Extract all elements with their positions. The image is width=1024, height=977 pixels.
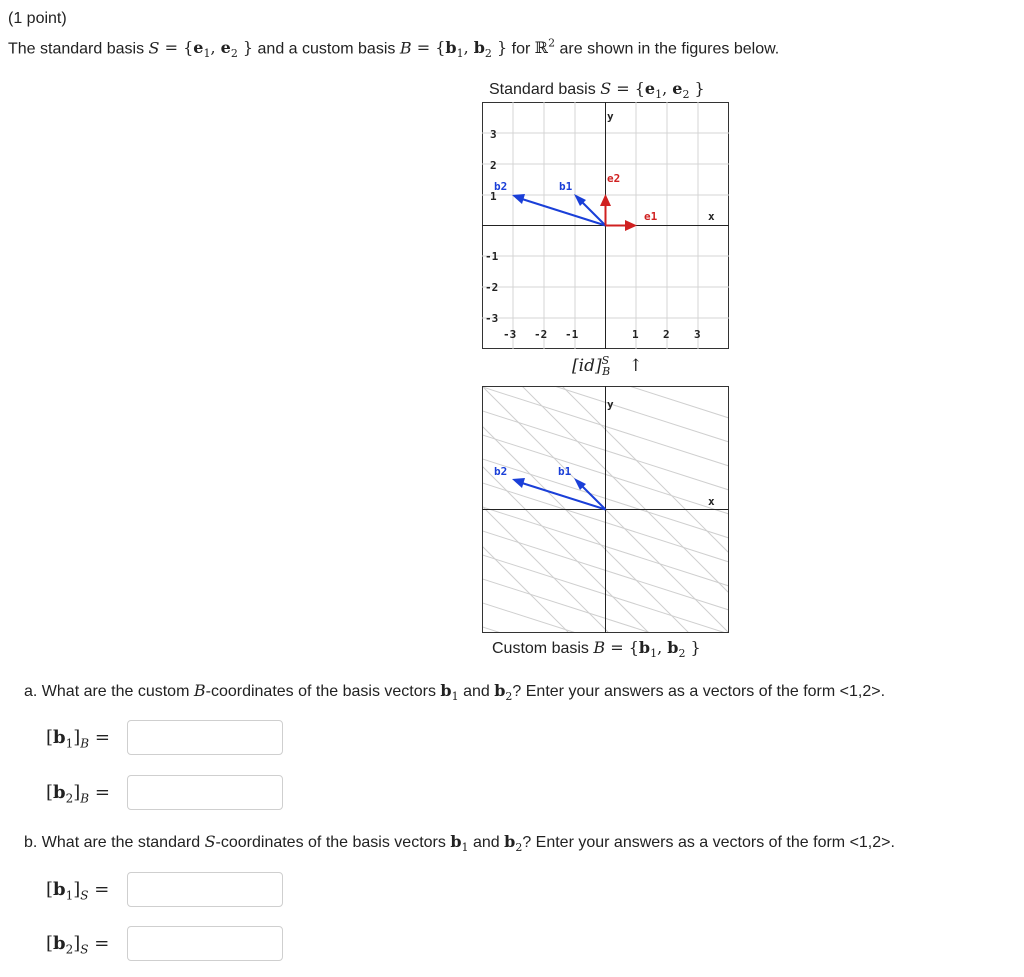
- label-b2-B: $[b_2]_B$ =: [46, 782, 110, 806]
- x-axis-label-bottom: x: [708, 495, 715, 508]
- math-eq-b: = {$b_1$, $b_2$ }: [411, 38, 508, 61]
- tick-y-1: 1: [490, 190, 497, 203]
- label-e1: e1: [644, 210, 658, 223]
- math-R2: ℝ$^2$: [534, 37, 556, 58]
- intro-text: The standard basis: [8, 40, 145, 58]
- answer-b1-S-input[interactable]: [127, 872, 283, 907]
- tick-y-neg3: -3: [485, 312, 499, 325]
- answer-b2-S-input[interactable]: [127, 926, 283, 961]
- tick-x-3: 3: [694, 328, 701, 341]
- bottom-figure-title: Custom basis $B = \{b_1$, $b_2$ }: [492, 638, 701, 661]
- tick-x-neg1: -1: [565, 328, 579, 341]
- tick-y-neg1: -1: [485, 250, 499, 263]
- points-label: (1 point): [8, 10, 67, 27]
- label-b1-B: $[b_1]_B$ =: [46, 727, 110, 751]
- transform-label: [id]$^S_B$ ↑: [572, 354, 643, 378]
- up-arrow-icon: ↑: [628, 356, 643, 376]
- label-b1-S: $[b_1]_S$ =: [46, 879, 110, 903]
- question-b: b. What are the standard S-coordinates of the basis vectors $b_1$ and $b_2$? Enter your answers as a vectors of the form <1,2>.: [24, 832, 895, 855]
- tick-y-3: 3: [490, 128, 497, 141]
- label-b2: b2: [494, 180, 508, 193]
- y-axis-label: y: [607, 110, 614, 123]
- question-a: a. What are the custom B-coordinates of the basis vectors $b_1$ and $b_2$? Enter your answers as a vectors of the form <1,2>.: [24, 681, 886, 704]
- math-eq: = {$e_1$, $e_2$ }: [159, 38, 254, 61]
- answer-b1-B-input[interactable]: [127, 720, 283, 755]
- tick-y-neg2: -2: [485, 281, 499, 294]
- tick-x-neg2: -2: [534, 328, 548, 341]
- x-axis-label: x: [708, 210, 715, 223]
- tick-y-2: 2: [490, 159, 497, 172]
- answer-b2-B-input[interactable]: [127, 775, 283, 810]
- label-b2-S: $[b_2]_S$ =: [46, 933, 110, 957]
- custom-basis-text: and a custom basis: [257, 40, 396, 58]
- tick-x-neg3: -3: [503, 328, 517, 341]
- standard-basis-plot: [482, 102, 730, 350]
- tick-x-2: 2: [663, 328, 670, 341]
- problem-statement: [8, 37, 779, 61]
- top-figure-title: Standard basis $S = \{e_1$, $e_2$ }: [489, 79, 705, 102]
- label-e2: e2: [607, 172, 621, 185]
- for-text: for: [511, 40, 531, 58]
- label-b1: b1: [559, 180, 573, 193]
- y-axis-label-bottom: y: [607, 398, 614, 411]
- math-S-set: S: [148, 38, 160, 58]
- rest-text: are shown in the figures below.: [559, 40, 780, 58]
- label-b1-bottom: b1: [558, 465, 572, 478]
- math-B-set: B: [399, 38, 412, 58]
- tick-x-1: 1: [632, 328, 639, 341]
- label-b2-bottom: b2: [494, 465, 508, 478]
- custom-basis-plot: [482, 386, 730, 634]
